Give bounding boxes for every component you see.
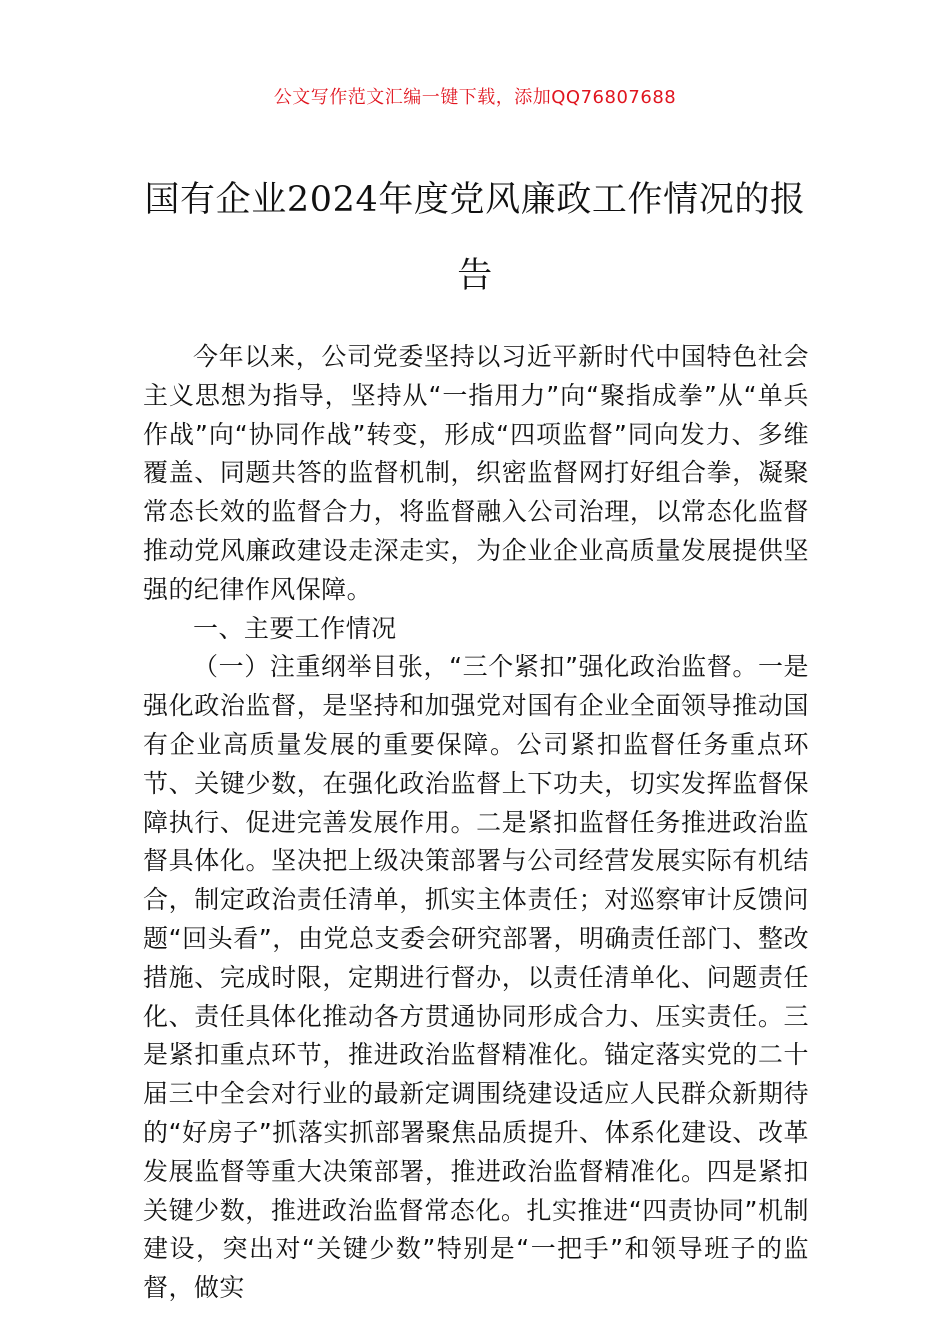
download-banner[interactable]: 公文写作范文汇编一键下载，添加QQ76807688 [273, 87, 677, 108]
document-title: 国有企业2024年度党风廉政工作情况的报告 [144, 180, 806, 296]
body-paragraph: （一）注重纲举目张，“三个紧扣”强化政治监督。一是强化政治监督，是坚持和加强党对国有企业全面领导推动国有企业高质量发展的重要保障。公司紧扣监督任务重点环节、关键少数，在强化政治监督上下功夫，切实发挥监督保障执行、促进完善发展作用。二是紧扣监督任务推进政治监督具体化。坚决把上级决策部署与公司经营发展实际有机结合，制定政治责任清单，抓实主体责任；对巡察审计反馈问题“回头看”，由党总支委会研究部署，明确责任部门、整改措施、完成时限，定期进行督办，以责任清单化、问题责任化、责任具体化推动各方贯通协同形成合力、压实责任。三是紧扣重点环节，推进政治监督精准化。锚定落实党的二十届三中全会对行业的最新定调围绕建设适应人民群众新期待的“好房子”抓落实抓部署聚焦品质提升、体系化建设、改革发展监督等重大决策部署，推进政治监督精准化。四是紧扣关键少数，推进政治监督常态化。扎实推进“四责协同”机制建设，突出对“关键少数”特别是“一把手”和领导班子的监督，做实 [143, 652, 809, 1303]
section-heading: 一、主要工作情况 [193, 613, 397, 643]
intro-paragraph: 今年以来，公司党委坚持以习近平新时代中国特色社会主义思想为指导，坚持从“一指用力”向“聚指成拳”从“单兵作战”向“协同作战”转变，形成“四项监督”同向发力、多维覆盖、同题共答的监督机制，织密监督网打好组合拳，凝聚常态长效的监督合力，将监督融入公司治理，以常态化监督推动党风廉政建设走深走实，为企业企业高质量发展提供坚强的纪律作风保障。 [143, 342, 809, 604]
document-body [143, 338, 809, 1308]
